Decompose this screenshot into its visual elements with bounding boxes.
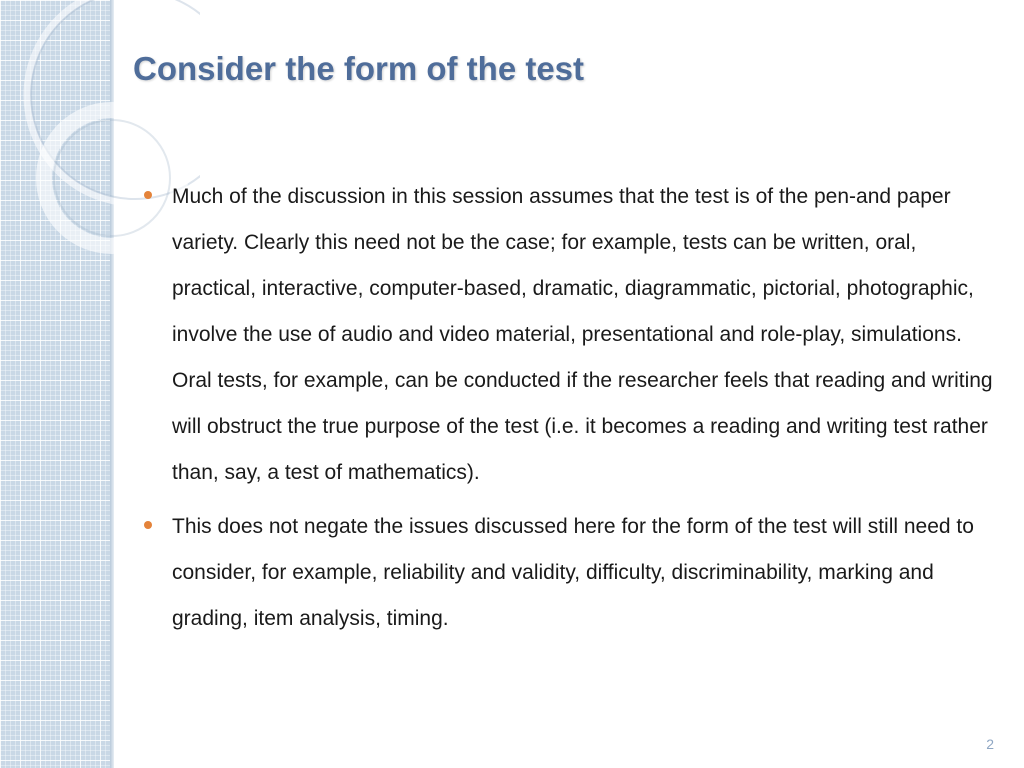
bullet-dot-icon xyxy=(144,521,152,529)
page-number: 2 xyxy=(986,736,994,752)
slide-title: Consider the form of the test xyxy=(133,50,585,87)
bullet-dot-icon xyxy=(144,191,152,199)
bullet-text: This does not negate the issues discussed here for the form of the test will still need to consider, for example, reliability and validity, difficulty, discriminability, marking and grading, item analysis, timing. xyxy=(172,515,974,630)
bullet-item xyxy=(144,174,994,496)
slide-content xyxy=(144,174,994,650)
bullet-item xyxy=(144,504,994,642)
bullet-text: Much of the discussion in this session assumes that the test is of the pen-and paper variety. Clearly this need not be the case; for example, tests can be written, oral, practical, interactive, computer-based, dramatic, diagrammatic, pictorial, photographic, involve the use of audio and video material, presentational and role-play, simulations. Oral tests, for example, can be conducted if the researcher feels that reading and writing will obstruct the true purpose of the test (i.e. it becomes a reading and writing test rather than, say, a test of mathematics). xyxy=(172,185,993,484)
bullet-list xyxy=(144,174,994,642)
